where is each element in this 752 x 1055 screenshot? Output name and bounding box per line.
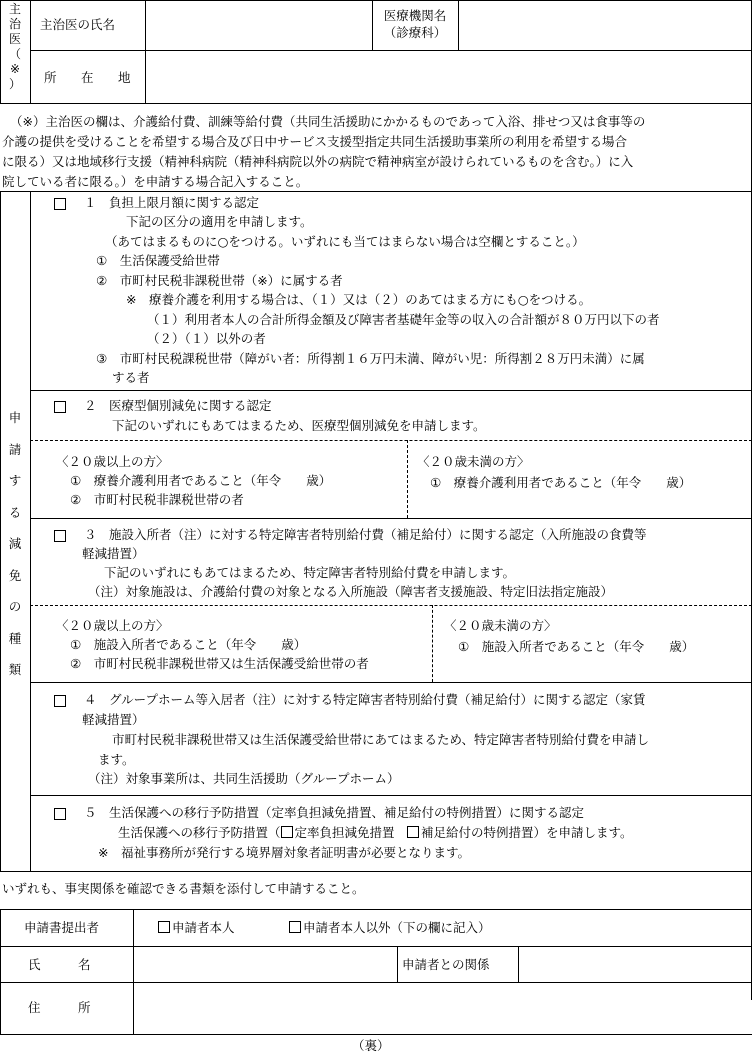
section-4-title: ４ グループホーム等入居者（注）に対する特定障害者特別給付費（補足給付）に関する認定（家賃: [84, 692, 646, 707]
address-field[interactable]: [134, 983, 750, 1033]
option-2[interactable]: ② 市町村民税非課税世帯（※）に属する者: [96, 273, 343, 288]
other-checkbox[interactable]: [289, 921, 301, 933]
relation-label: 申請者との関係: [402, 957, 490, 972]
doctor-name-field[interactable]: [146, 1, 371, 49]
doctor-side-label: 主 治 医 （ ※ ）: [8, 2, 21, 91]
section-3-title: ３ 施設入所者（注）に対する特定障害者特別給付費（補足給付）に関する認定（入所施設の食費等: [84, 527, 647, 542]
name-field[interactable]: [134, 947, 396, 981]
section-1-checkbox[interactable]: [54, 198, 66, 210]
page-footer: （裏）: [352, 1038, 390, 1053]
relation-field[interactable]: [519, 947, 750, 981]
doctor-address-field[interactable]: [146, 51, 750, 102]
section-4-checkbox[interactable]: [54, 695, 66, 707]
section-5-title: ５ 生活保護への移行予防措置（定率負担減免措置、補足給付の特例措置）に関する認定: [84, 805, 585, 820]
name-label: 氏 名: [28, 957, 91, 972]
section-2-checkbox[interactable]: [54, 401, 66, 413]
section-2-title: ２ 医療型個別減免に関する認定: [84, 398, 272, 413]
submitter-option-self[interactable]: 申請者本人: [158, 918, 235, 937]
section-5-line: 生活保護への移行予防措置（ 定率負担減免措置 補足給付の特例措置）を申請します。: [118, 825, 633, 840]
reduction-side-label: 申 請 す る 減 免 の 種 類: [8, 410, 22, 677]
section-1-title: １ 負担上限月額に関する認定: [84, 195, 260, 210]
hospital-field[interactable]: [459, 1, 750, 49]
special-measure-checkbox[interactable]: [407, 826, 419, 838]
section-5-checkbox[interactable]: [54, 808, 66, 820]
address-label: 住 所: [28, 1000, 91, 1015]
section-3-checkbox[interactable]: [54, 530, 66, 542]
fixed-rate-checkbox[interactable]: [281, 826, 293, 838]
option-2-sub-1[interactable]: （１）利用者本人の合計所得金額及び障害者基礎年金等の収入の合計額が８０万円以下の者: [147, 312, 660, 327]
hospital-label: 医療機関名 （診療科）: [383, 8, 447, 40]
option-1[interactable]: ① 生活保護受給世帯: [96, 253, 220, 268]
option-3[interactable]: ③ 市町村民税課税世帯（障がい者：所得割１６万円未満、障がい児：所得割２８万円未満）に属: [96, 351, 645, 366]
submitter-option-other[interactable]: 申請者本人以外（下の欄に記入）: [289, 918, 491, 937]
attach-note: いずれも、事実関係を確認できる書類を添付して申請すること。: [2, 881, 365, 896]
submitter-label: 申請書提出者: [24, 920, 100, 935]
option-2-sub-2[interactable]: （２）（１）以外の者: [147, 331, 266, 346]
self-checkbox[interactable]: [158, 921, 170, 933]
doctor-address-label: 所 在 地: [44, 70, 137, 85]
doctor-name-label: 主治医の氏名: [40, 17, 116, 32]
